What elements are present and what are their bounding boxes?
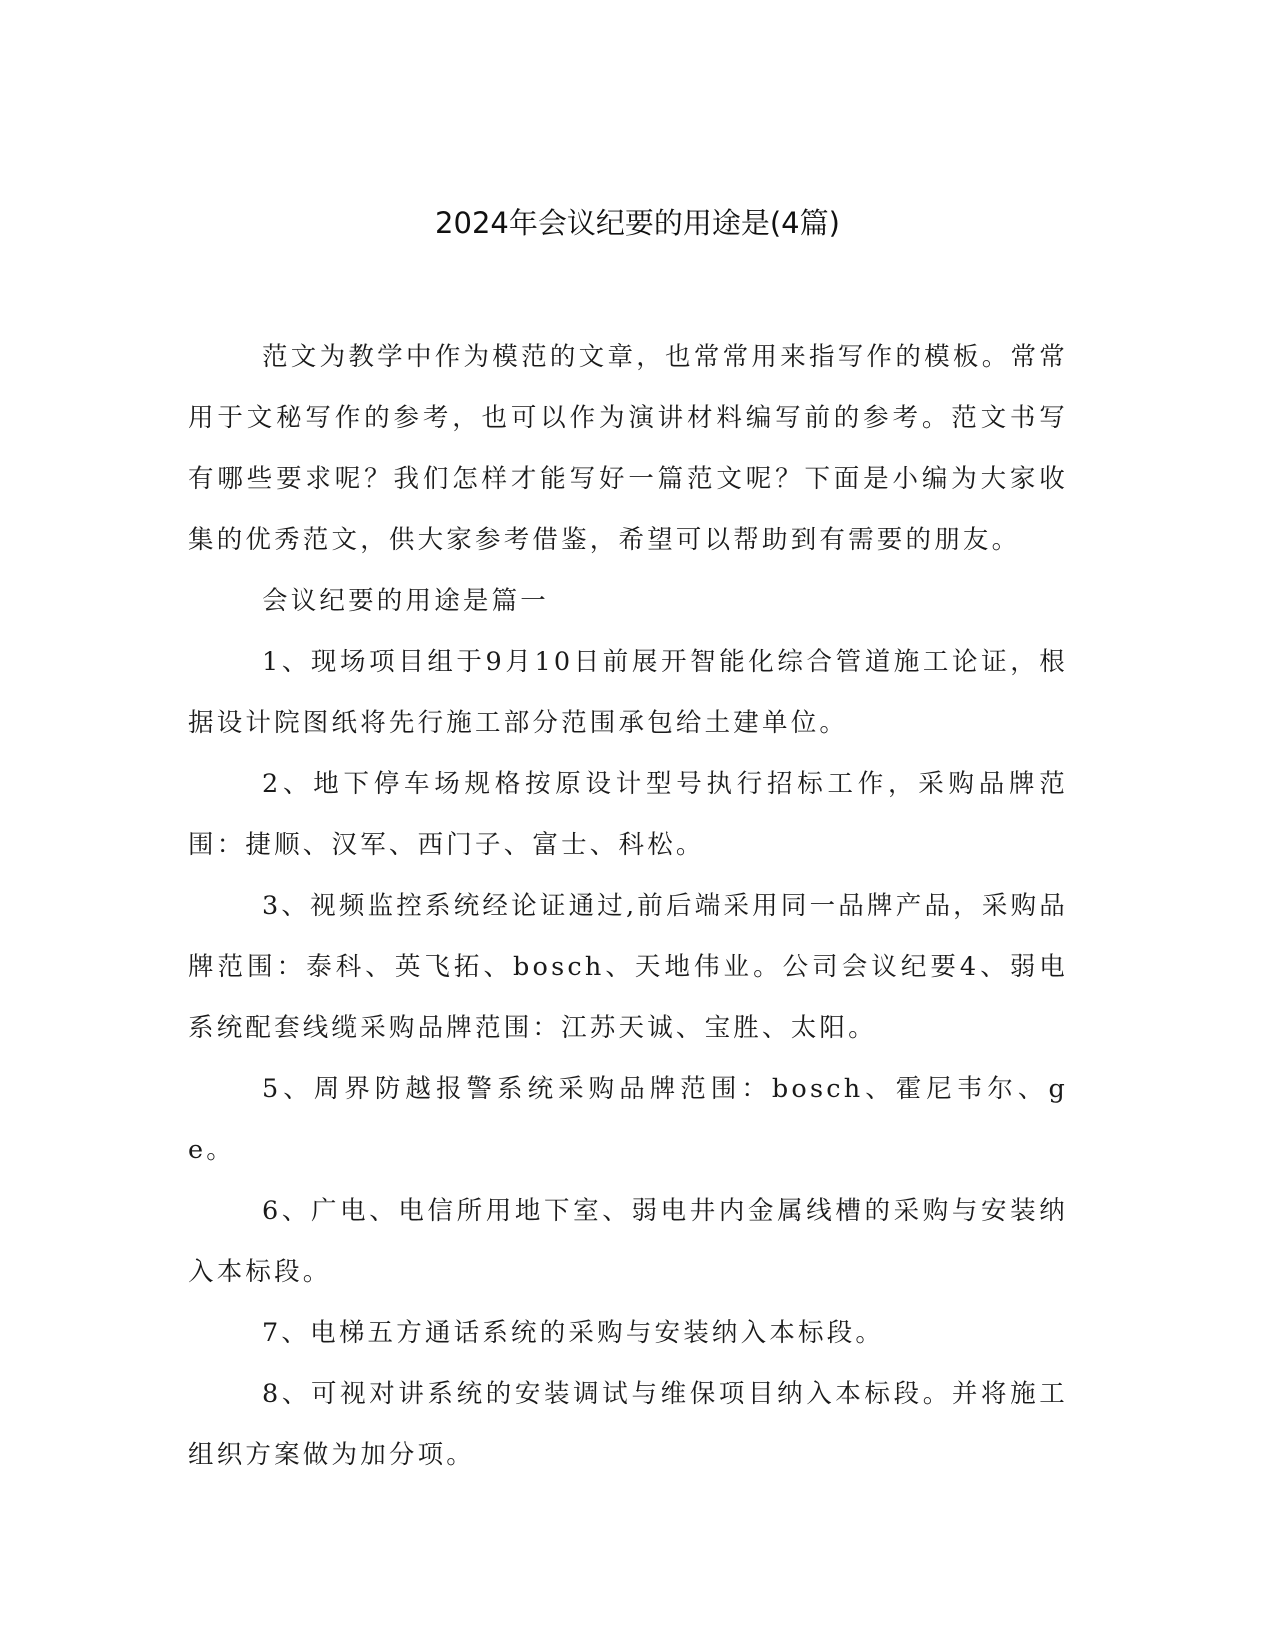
document-title: 2024年会议纪要的用途是(4篇) xyxy=(435,206,840,240)
list-item-1: 1、现场项目组于9月10日前展开智能化综合管道施工论证，根据设计院图纸将先行施工部分范围承包给土建单位。 xyxy=(188,647,1068,738)
intro-paragraph: 范文为教学中作为模范的文章，也常常用来指写作的模板。常常用于文秘写作的参考，也可以作为演讲材料编写前的参考。范文书写有哪些要求呢？我们怎样才能写好一篇范文呢？下面是小编为大家收集的优秀范文，供大家参考借鉴，希望可以帮助到有需要的朋友。 xyxy=(188,342,1068,555)
document-body xyxy=(188,327,1068,1486)
list-item-5: 5、周界防越报警系统采购品牌范围：bosch、霍尼韦尔、ge。 xyxy=(188,1074,1068,1165)
list-item-2: 2、地下停车场规格按原设计型号执行招标工作，采购品牌范围：捷顺、汉军、西门子、富士、科松。 xyxy=(188,769,1068,860)
list-item-3: 3、视频监控系统经论证通过,前后端采用同一品牌产品，采购品牌范围：泰科、英飞拓、bosch、天地伟业。公司会议纪要4、弱电系统配套线缆采购品牌范围：江苏天诚、宝胜、太阳。 xyxy=(188,891,1068,1043)
list-item-7: 7、电梯五方通话系统的采购与安装纳入本标段。 xyxy=(262,1318,885,1348)
list-item-6: 6、广电、电信所用地下室、弱电井内金属线槽的采购与安装纳入本标段。 xyxy=(188,1196,1068,1287)
list-item-8: 8、可视对讲系统的安装调试与维保项目纳入本标段。并将施工组织方案做为加分项。 xyxy=(188,1379,1068,1470)
section-heading: 会议纪要的用途是篇一 xyxy=(262,586,550,616)
